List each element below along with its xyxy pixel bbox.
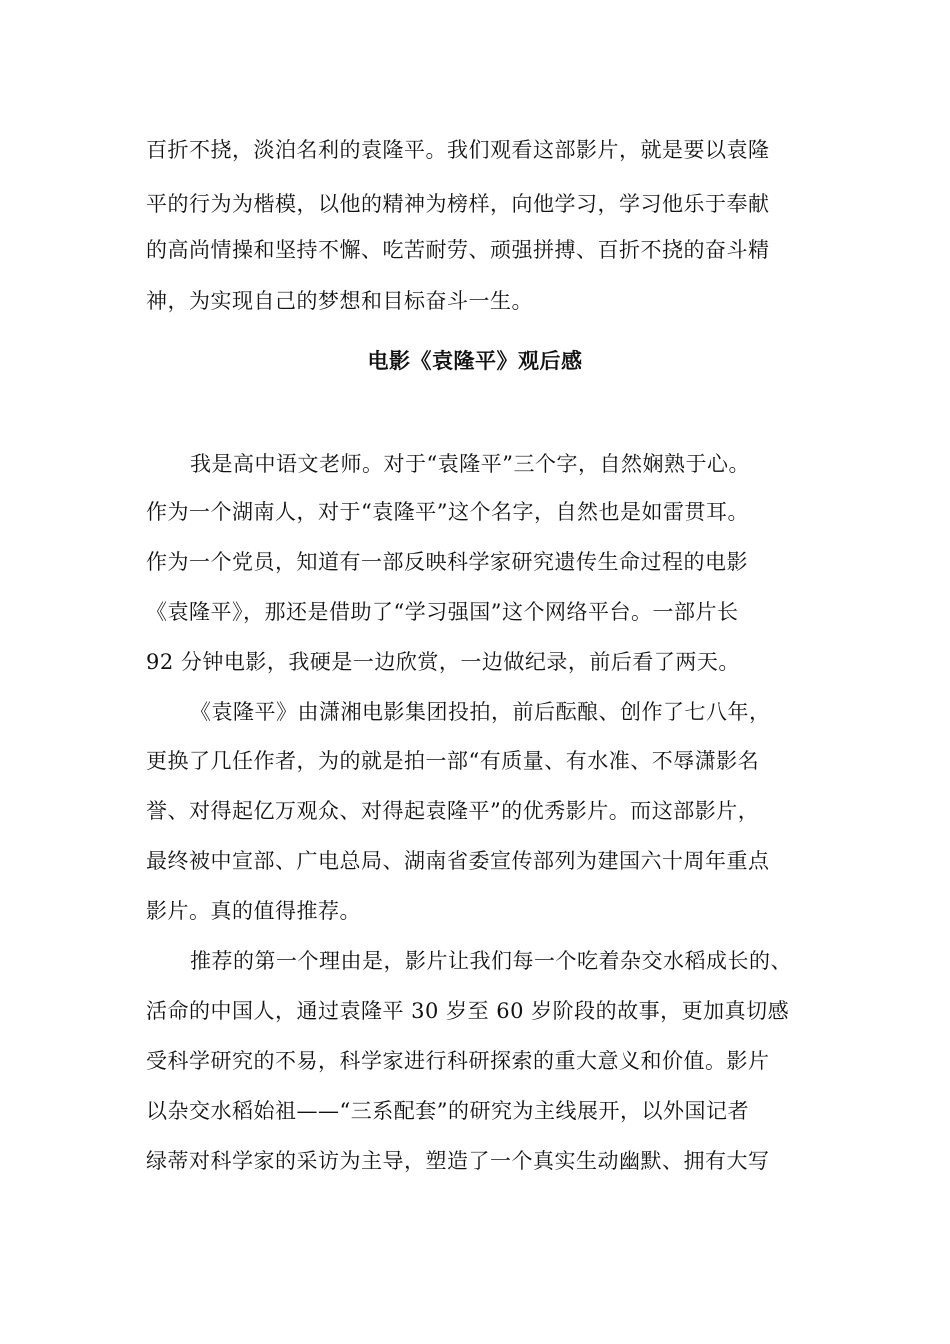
paragraph-2-line-2: 更换了几任作者，为的就是拍一部“有质量、有水准、不辱潇影名 (146, 749, 760, 773)
paragraph-2-line-5: 影片。真的值得推荐。 (146, 899, 361, 923)
intro-line-1: 百折不挠，淡泊名利的袁隆平。我们观看这部影片，就是要以袁隆 (146, 138, 770, 162)
paragraph-1-line-3: 作为一个党员，知道有一部反映科学家研究遗传生命过程的电影 (146, 550, 748, 574)
paragraph-2-line-3: 誉、对得起亿万观众、对得起袁隆平”的优秀影片。而这部影片， (146, 799, 760, 823)
paragraph-2-line-1: 《袁隆平》由潇湘电影集团投拍，前后酝酿、创作了七八年， (190, 700, 771, 724)
intro-line-4: 神，为实现自己的梦想和目标奋斗一生。 (146, 289, 533, 313)
paragraph-3-line-1: 推荐的第一个理由是，影片让我们每一个吃着杂交水稻成长的、 (190, 949, 792, 973)
paragraph-1-line-5: 92 分钟电影，我硬是一边欣赏，一边做纪录，前后看了两天。 (146, 650, 740, 674)
section-title: 电影《袁隆平》观后感 (367, 348, 583, 373)
paragraph-1-line-4: 《袁隆平》，那还是借助了“学习强国”这个网络平台。一部片长 (146, 600, 739, 624)
paragraph-3-line-4: 以杂交水稻始祖——“三系配套”的研究为主线展开，以外国记者 (146, 1099, 749, 1123)
paragraph-3-line-3: 受科学研究的不易，科学家进行科研探索的重大意义和价值。影片 (146, 1049, 770, 1073)
paragraph-3-line-5: 绿蒂对科学家的采访为主导，塑造了一个真实生动幽默、拥有大写 (146, 1149, 770, 1173)
intro-line-2: 平的行为为楷模，以他的精神为榜样，向他学习，学习他乐于奉献 (146, 192, 770, 216)
paragraph-3-line-2: 活命的中国人，通过袁隆平 30 岁至 60 岁阶段的故事，更加真切感 (146, 999, 790, 1023)
intro-line-3: 的高尚情操和坚持不懈、吃苦耐劳、顽强拼搏、百折不挠的奋斗精 (146, 238, 770, 262)
paragraph-1-line-2: 作为一个湖南人，对于“袁隆平”这个名字，自然也是如雷贯耳。 (146, 500, 749, 524)
paragraph-2-line-4: 最终被中宣部、广电总局、湖南省委宣传部列为建国六十周年重点 (146, 849, 770, 873)
paragraph-1-line-1: 我是高中语文老师。对于“袁隆平”三个字，自然娴熟于心。 (190, 452, 750, 476)
